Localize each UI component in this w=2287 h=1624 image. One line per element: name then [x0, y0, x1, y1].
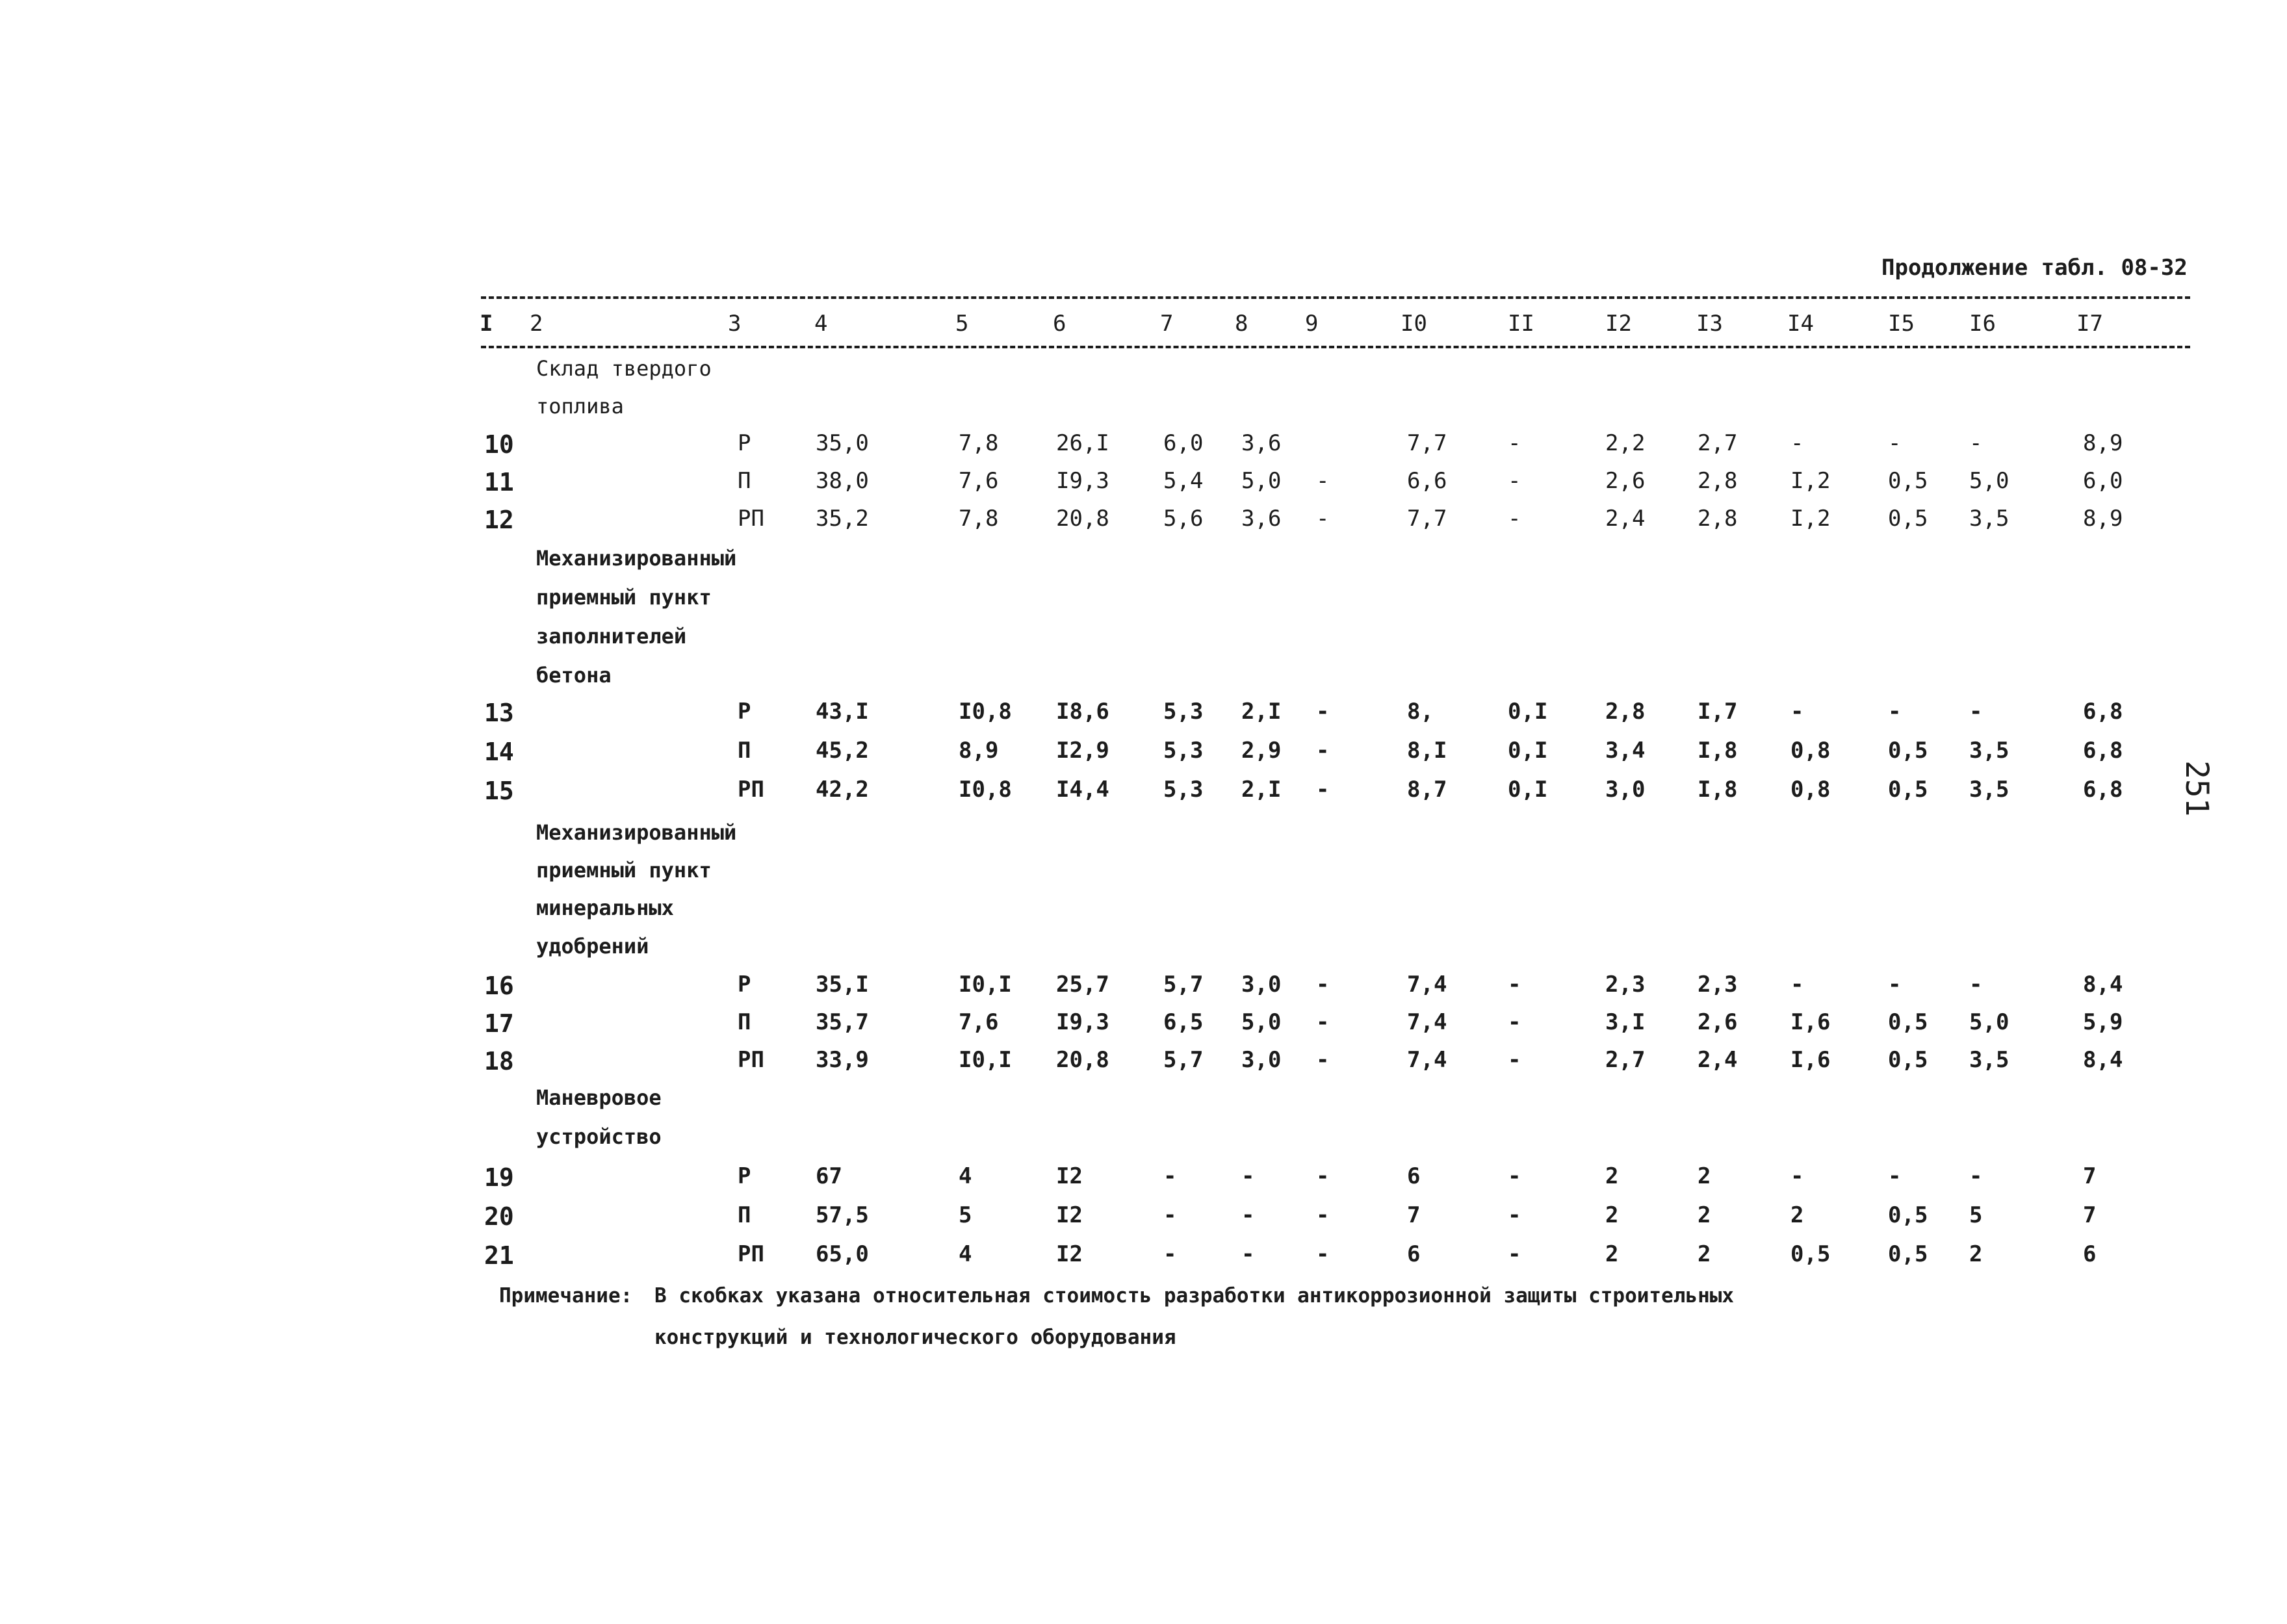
- table-cell: 3,I: [1605, 1009, 1646, 1035]
- table-cell: 7,4: [1407, 1047, 1447, 1073]
- table-cell: 2,9: [1241, 738, 1282, 764]
- table-cell: 0,5: [1888, 506, 1928, 532]
- table-cell: -: [1969, 1163, 1983, 1189]
- table-cell: -: [1508, 1202, 1521, 1228]
- row-number: 18: [484, 1047, 514, 1076]
- table-cell: 2: [1698, 1163, 1711, 1189]
- group-title-line: заполнителей: [536, 624, 687, 649]
- row-number: 16: [484, 972, 514, 1000]
- row-number: 19: [484, 1163, 514, 1192]
- group-title-line: топлива: [536, 394, 624, 419]
- table-cell: I0,8: [959, 699, 1012, 725]
- table-cell: -: [1508, 1241, 1521, 1267]
- table-cell: 0,5: [1888, 738, 1928, 764]
- column-header: 2: [530, 311, 543, 337]
- table-cell: 7,8: [959, 430, 999, 456]
- column-header: I0: [1401, 311, 1427, 337]
- table-cell: 5,0: [1969, 1009, 2009, 1035]
- table-cell: -: [1241, 1202, 1255, 1228]
- column-header: I4: [1787, 311, 1814, 337]
- table-cell: 33,9: [816, 1047, 869, 1073]
- table-cell: 2,4: [1605, 506, 1646, 532]
- table-cell: 0,8: [1790, 738, 1831, 764]
- column-header: II: [1508, 311, 1534, 337]
- table-cell: 6,6: [1407, 468, 1447, 494]
- table-cell: I9,3: [1056, 468, 1109, 494]
- table-cell: 43,I: [816, 699, 869, 725]
- table-cell: 5,7: [1163, 1047, 1204, 1073]
- table-cell: I4,4: [1056, 777, 1109, 803]
- table-cell: 7,4: [1407, 1009, 1447, 1035]
- table-cell: -: [1316, 699, 1330, 725]
- table-cell: 6,0: [1163, 430, 1204, 456]
- table-cell: -: [1508, 1163, 1521, 1189]
- table-cell: -: [1316, 1047, 1330, 1073]
- table-cell: 6,5: [1163, 1009, 1204, 1035]
- table-cell: -: [1790, 430, 1804, 456]
- table-cell: -: [1316, 1241, 1330, 1267]
- table-cell: 5,4: [1163, 468, 1204, 494]
- table-cell: 0,5: [1888, 777, 1928, 803]
- table-cell: I0,I: [959, 1047, 1012, 1073]
- column-header: I5: [1888, 311, 1915, 337]
- table-continuation-caption: Продолжение табл. 08-32: [1881, 255, 2188, 281]
- table-cell: 38,0: [816, 468, 869, 494]
- table-cell: 0,5: [1888, 1241, 1928, 1267]
- column-header: 9: [1305, 311, 1319, 337]
- column-header: 8: [1235, 311, 1248, 337]
- column-header: I: [480, 311, 493, 337]
- row-type: П: [738, 738, 751, 764]
- table-cell: 5: [959, 1202, 972, 1228]
- table-cell: 0,5: [1888, 1202, 1928, 1228]
- table-cell: 2,8: [1605, 699, 1646, 725]
- table-cell: 4: [959, 1163, 972, 1189]
- table-cell: 5,9: [2083, 1009, 2123, 1035]
- table-cell: 5,7: [1163, 972, 1204, 998]
- column-header: 4: [814, 311, 828, 337]
- table-cell: 3,0: [1241, 1047, 1282, 1073]
- row-number: 11: [484, 468, 514, 496]
- table-cell: -: [1163, 1202, 1177, 1228]
- table-cell: 2: [1969, 1241, 1983, 1267]
- table-cell: 5,3: [1163, 738, 1204, 764]
- table-cell: -: [1316, 972, 1330, 998]
- table-cell: 2: [1605, 1202, 1619, 1228]
- table-cell: 8,4: [2083, 972, 2123, 998]
- table-cell: 8,9: [2083, 506, 2123, 532]
- table-cell: 2,8: [1698, 468, 1738, 494]
- table-cell: 8,: [1407, 699, 1434, 725]
- table-cell: 5,3: [1163, 699, 1204, 725]
- table-cell: 7,4: [1407, 972, 1447, 998]
- table-cell: I,8: [1698, 738, 1738, 764]
- column-header: 6: [1053, 311, 1066, 337]
- group-title-line: приемный пункт: [536, 858, 712, 883]
- table-cell: -: [1316, 506, 1330, 532]
- table-cell: -: [1790, 972, 1804, 998]
- table-cell: 2: [1790, 1202, 1804, 1228]
- table-cell: 25,7: [1056, 972, 1109, 998]
- table-cell: 3,0: [1241, 972, 1282, 998]
- row-type: Р: [738, 1163, 751, 1189]
- row-type: РП: [738, 506, 764, 532]
- table-cell: 2: [1605, 1241, 1619, 1267]
- table-cell: 7,6: [959, 468, 999, 494]
- table-cell: 2,7: [1698, 430, 1738, 456]
- table-cell: 7,7: [1407, 430, 1447, 456]
- table-cell: 2: [1698, 1202, 1711, 1228]
- table-cell: I2: [1056, 1163, 1083, 1189]
- table-cell: I,7: [1698, 699, 1738, 725]
- table-cell: 6,0: [2083, 468, 2123, 494]
- table-cell: 0,I: [1508, 699, 1548, 725]
- table-cell: 8,I: [1407, 738, 1447, 764]
- note-label: Примечание:: [499, 1284, 633, 1308]
- table-cell: -: [1508, 972, 1521, 998]
- table-cell: 0,5: [1790, 1241, 1831, 1267]
- table-cell: 6,8: [2083, 738, 2123, 764]
- table-cell: -: [1316, 1202, 1330, 1228]
- row-type: П: [738, 1009, 751, 1035]
- table-cell: 2,3: [1605, 972, 1646, 998]
- row-type: П: [738, 468, 751, 494]
- table-cell: 3,0: [1605, 777, 1646, 803]
- table-cell: 7,7: [1407, 506, 1447, 532]
- table-cell: 35,I: [816, 972, 869, 998]
- table-cell: I,2: [1790, 506, 1831, 532]
- table-cell: 0,I: [1508, 738, 1548, 764]
- table-cell: -: [1790, 1163, 1804, 1189]
- row-number: 10: [484, 430, 514, 459]
- table-cell: 7: [1407, 1202, 1421, 1228]
- column-header: I6: [1969, 311, 1996, 337]
- column-header: 7: [1160, 311, 1174, 337]
- row-number: 15: [484, 777, 514, 805]
- row-number: 21: [484, 1241, 514, 1270]
- table-cell: 57,5: [816, 1202, 869, 1228]
- table-cell: -: [1888, 699, 1902, 725]
- table-cell: 2,7: [1605, 1047, 1646, 1073]
- row-type: Р: [738, 972, 751, 998]
- table-cell: -: [1508, 430, 1521, 456]
- table-cell: 8,9: [959, 738, 999, 764]
- column-header: 3: [728, 311, 742, 337]
- table-cell: -: [1969, 430, 1983, 456]
- column-header: 5: [955, 311, 969, 337]
- table-cell: 5,0: [1241, 468, 1282, 494]
- column-header: I7: [2076, 311, 2103, 337]
- table-cell: -: [1508, 1009, 1521, 1035]
- table-cell: -: [1316, 777, 1330, 803]
- page-number: 251: [2178, 760, 2215, 817]
- table-cell: 2,8: [1698, 506, 1738, 532]
- table-cell: 35,7: [816, 1009, 869, 1035]
- group-title-line: минеральных: [536, 896, 674, 920]
- table-cell: -: [1508, 506, 1521, 532]
- table-cell: 4: [959, 1241, 972, 1267]
- table-cell: 7: [2083, 1163, 2097, 1189]
- row-type: Р: [738, 699, 751, 725]
- table-cell: -: [1316, 468, 1330, 494]
- table-cell: 7: [2083, 1202, 2097, 1228]
- table-cell: 2,3: [1698, 972, 1738, 998]
- row-type: РП: [738, 1241, 764, 1267]
- table-cell: 3,5: [1969, 506, 2009, 532]
- table-cell: 2,I: [1241, 777, 1282, 803]
- table-cell: I2,9: [1056, 738, 1109, 764]
- table-cell: 35,0: [816, 430, 869, 456]
- row-type: РП: [738, 1047, 764, 1073]
- table-cell: I0,8: [959, 777, 1012, 803]
- table-cell: 7,6: [959, 1009, 999, 1035]
- table-cell: -: [1888, 972, 1902, 998]
- row-number: 12: [484, 506, 514, 534]
- table-cell: 7,8: [959, 506, 999, 532]
- table-cell: 2,6: [1605, 468, 1646, 494]
- table-cell: 2,6: [1698, 1009, 1738, 1035]
- table-cell: 8,7: [1407, 777, 1447, 803]
- table-cell: I2: [1056, 1202, 1083, 1228]
- table-cell: 5,0: [1241, 1009, 1282, 1035]
- table-cell: 6,8: [2083, 777, 2123, 803]
- table-cell: 26,I: [1056, 430, 1109, 456]
- table-cell: -: [1163, 1241, 1177, 1267]
- table-cell: 67: [816, 1163, 842, 1189]
- header-rule-top: [481, 296, 2190, 299]
- column-header: I2: [1605, 311, 1632, 337]
- table-cell: -: [1508, 1047, 1521, 1073]
- table-cell: I8,6: [1056, 699, 1109, 725]
- note-line-2: конструкций и технологического оборудования: [654, 1326, 1176, 1349]
- row-type: П: [738, 1202, 751, 1228]
- row-number: 20: [484, 1202, 514, 1231]
- table-cell: 5,3: [1163, 777, 1204, 803]
- table-cell: 3,5: [1969, 738, 2009, 764]
- table-cell: -: [1888, 1163, 1902, 1189]
- table-cell: 2,4: [1698, 1047, 1738, 1073]
- table-cell: 0,5: [1888, 1047, 1928, 1073]
- table-cell: 3,5: [1969, 1047, 2009, 1073]
- table-cell: -: [1790, 699, 1804, 725]
- table-cell: I0,I: [959, 972, 1012, 998]
- table-cell: 20,8: [1056, 1047, 1109, 1073]
- table-cell: 20,8: [1056, 506, 1109, 532]
- group-title-line: Маневровое: [536, 1085, 662, 1110]
- table-cell: I,6: [1790, 1009, 1831, 1035]
- table-cell: -: [1241, 1241, 1255, 1267]
- group-title-line: приемный пункт: [536, 585, 712, 610]
- table-cell: 6: [1407, 1241, 1421, 1267]
- table-cell: 8,9: [2083, 430, 2123, 456]
- table-cell: -: [1969, 699, 1983, 725]
- table-cell: -: [1969, 972, 1983, 998]
- table-cell: 0,8: [1790, 777, 1831, 803]
- group-title-line: бетона: [536, 663, 612, 688]
- row-number: 13: [484, 699, 514, 727]
- table-cell: 3,4: [1605, 738, 1646, 764]
- table-cell: -: [1888, 430, 1902, 456]
- group-title-line: Механизированный: [536, 820, 737, 845]
- group-title-line: Склад твердого: [536, 356, 712, 381]
- group-title-line: устройство: [536, 1124, 662, 1149]
- group-title-line: удобрений: [536, 934, 649, 959]
- table-cell: 3,6: [1241, 506, 1282, 532]
- table-cell: 5,6: [1163, 506, 1204, 532]
- column-header: I3: [1696, 311, 1723, 337]
- table-cell: I,8: [1698, 777, 1738, 803]
- table-cell: 65,0: [816, 1241, 869, 1267]
- row-number: 17: [484, 1009, 514, 1038]
- row-type: РП: [738, 777, 764, 803]
- table-cell: 35,2: [816, 506, 869, 532]
- table-cell: 6: [1407, 1163, 1421, 1189]
- table-cell: I9,3: [1056, 1009, 1109, 1035]
- row-number: 14: [484, 738, 514, 766]
- row-type: Р: [738, 430, 751, 456]
- table-cell: 0,5: [1888, 468, 1928, 494]
- table-cell: 2: [1605, 1163, 1619, 1189]
- note-line-1: В скобках указана относительная стоимость разработки антикоррозионной защиты строительных: [654, 1284, 1735, 1308]
- table-cell: 0,5: [1888, 1009, 1928, 1035]
- table-cell: 42,2: [816, 777, 869, 803]
- table-cell: -: [1241, 1163, 1255, 1189]
- header-rule-bottom: [481, 346, 2190, 348]
- table-cell: 5: [1969, 1202, 1983, 1228]
- table-cell: 3,5: [1969, 777, 2009, 803]
- table-cell: 2: [1698, 1241, 1711, 1267]
- table-cell: 2,2: [1605, 430, 1646, 456]
- table-cell: 3,6: [1241, 430, 1282, 456]
- group-title-line: Механизированный: [536, 546, 737, 571]
- table-cell: 45,2: [816, 738, 869, 764]
- table-cell: 2,I: [1241, 699, 1282, 725]
- table-cell: 0,I: [1508, 777, 1548, 803]
- table-cell: I,2: [1790, 468, 1831, 494]
- table-cell: -: [1163, 1163, 1177, 1189]
- table-cell: 6,8: [2083, 699, 2123, 725]
- table-cell: -: [1316, 1009, 1330, 1035]
- table-cell: 8,4: [2083, 1047, 2123, 1073]
- table-cell: 5,0: [1969, 468, 2009, 494]
- table-cell: -: [1508, 468, 1521, 494]
- table-cell: -: [1316, 1163, 1330, 1189]
- table-cell: I2: [1056, 1241, 1083, 1267]
- table-cell: I,6: [1790, 1047, 1831, 1073]
- table-cell: 6: [2083, 1241, 2097, 1267]
- table-cell: -: [1316, 738, 1330, 764]
